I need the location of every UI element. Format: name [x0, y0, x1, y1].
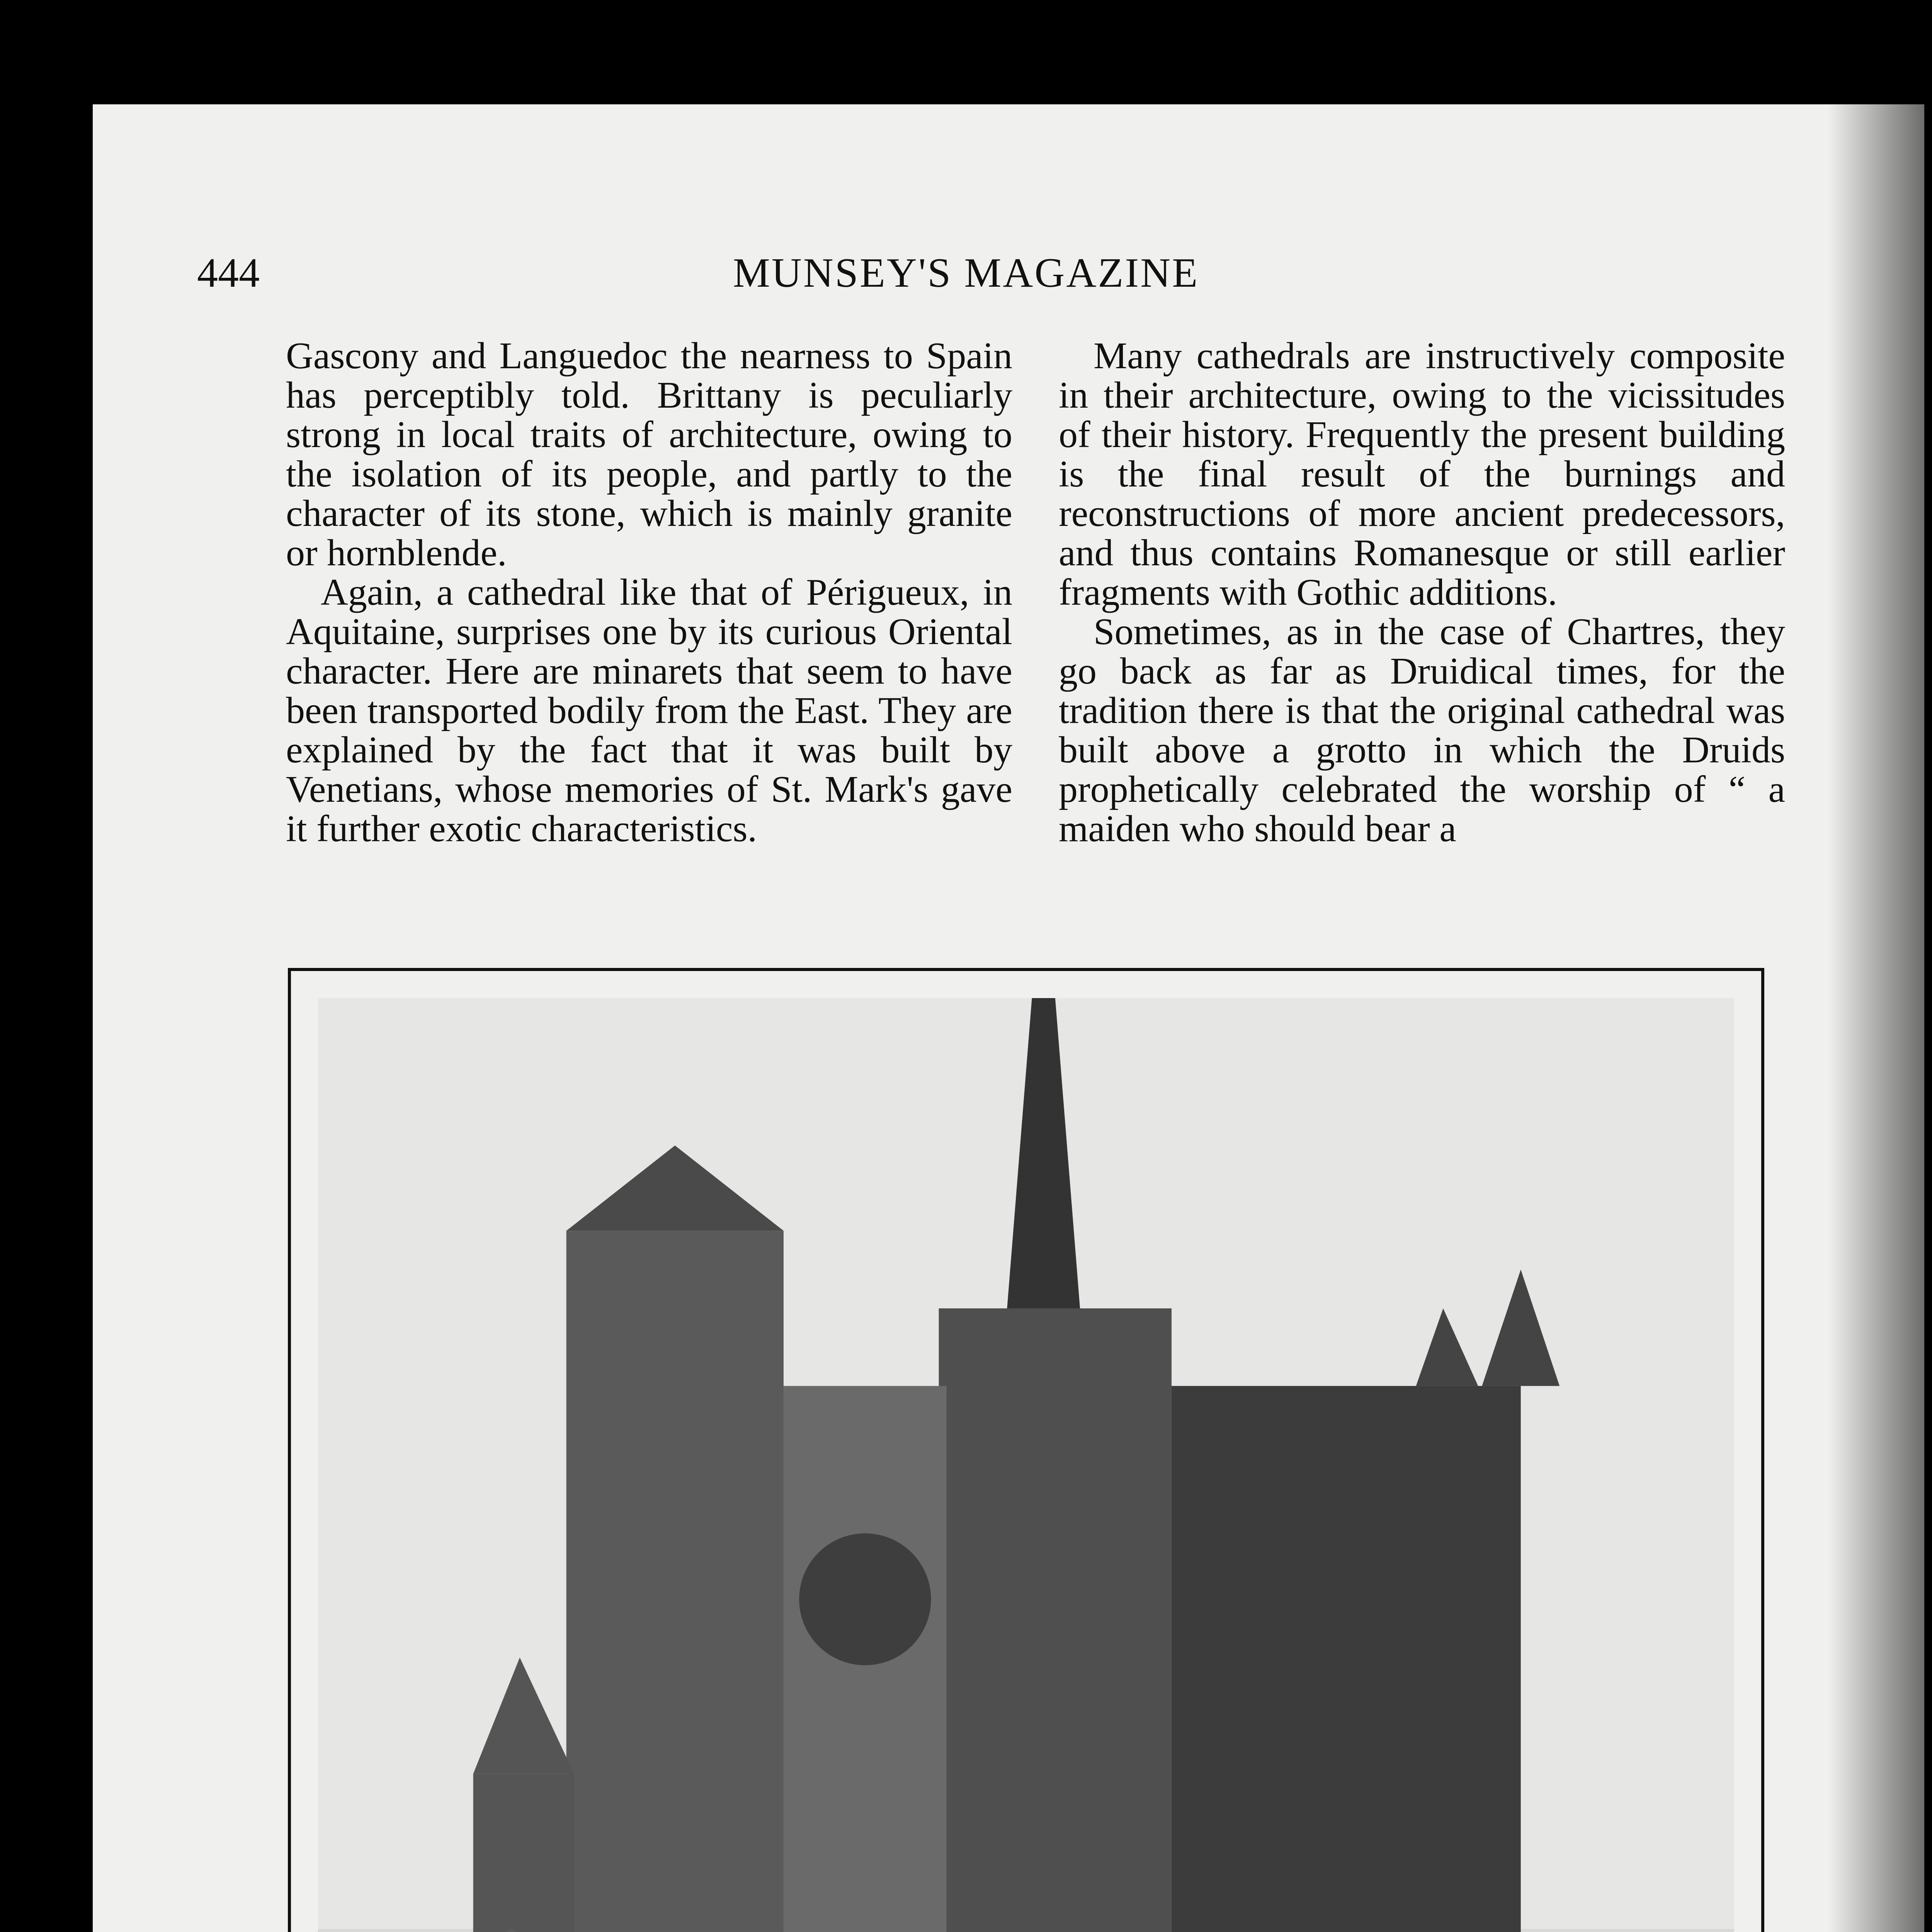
paragraph: Again, a cathedral like that of Périgueux, in Aquitaine, surprises one by its curious Oriental character. Here are minarets that seem to have been transported bodily from the East. They are explained by the fact that it was built by Venetians, whose memories of St. Mark's gave it further exotic characteristics. [286, 571, 1012, 850]
paragraph: Many cathedrals are instructively composite in their architecture, owing to the vicissitudes of their history. Frequently the present building is the final result of the burnings and reconstructions of more ancient predecessors, and thus contains Romanesque or still earlier fragments with Gothic additions. [1059, 335, 1785, 613]
page-number: 444 [197, 250, 260, 296]
photo-frame [288, 968, 1764, 1932]
page-gutter-shadow [1828, 104, 1924, 1932]
cathedral-photo [318, 998, 1734, 1932]
paragraph: Gascony and Languedoc the nearness to Spain has perceptibly told. Brittany is peculiarly strong in local traits of architecture, owing to the isolation of its people, and partly to the character of its stone, which is mainly granite or hornblende. [286, 335, 1012, 574]
paragraph: Sometimes, as in the case of Chartres, they go back as far as Druidical times, for the tradition there is that the original cathedral was built above a grotto in which the Druids prophetically celebrated the worship of “ a maiden who should bear a [1059, 611, 1785, 850]
left-column [286, 336, 1012, 849]
right-column [1059, 336, 1785, 849]
running-head: MUNSEY'S MAGAZINE [733, 250, 1199, 296]
cathedral-illustration [318, 998, 1734, 1932]
